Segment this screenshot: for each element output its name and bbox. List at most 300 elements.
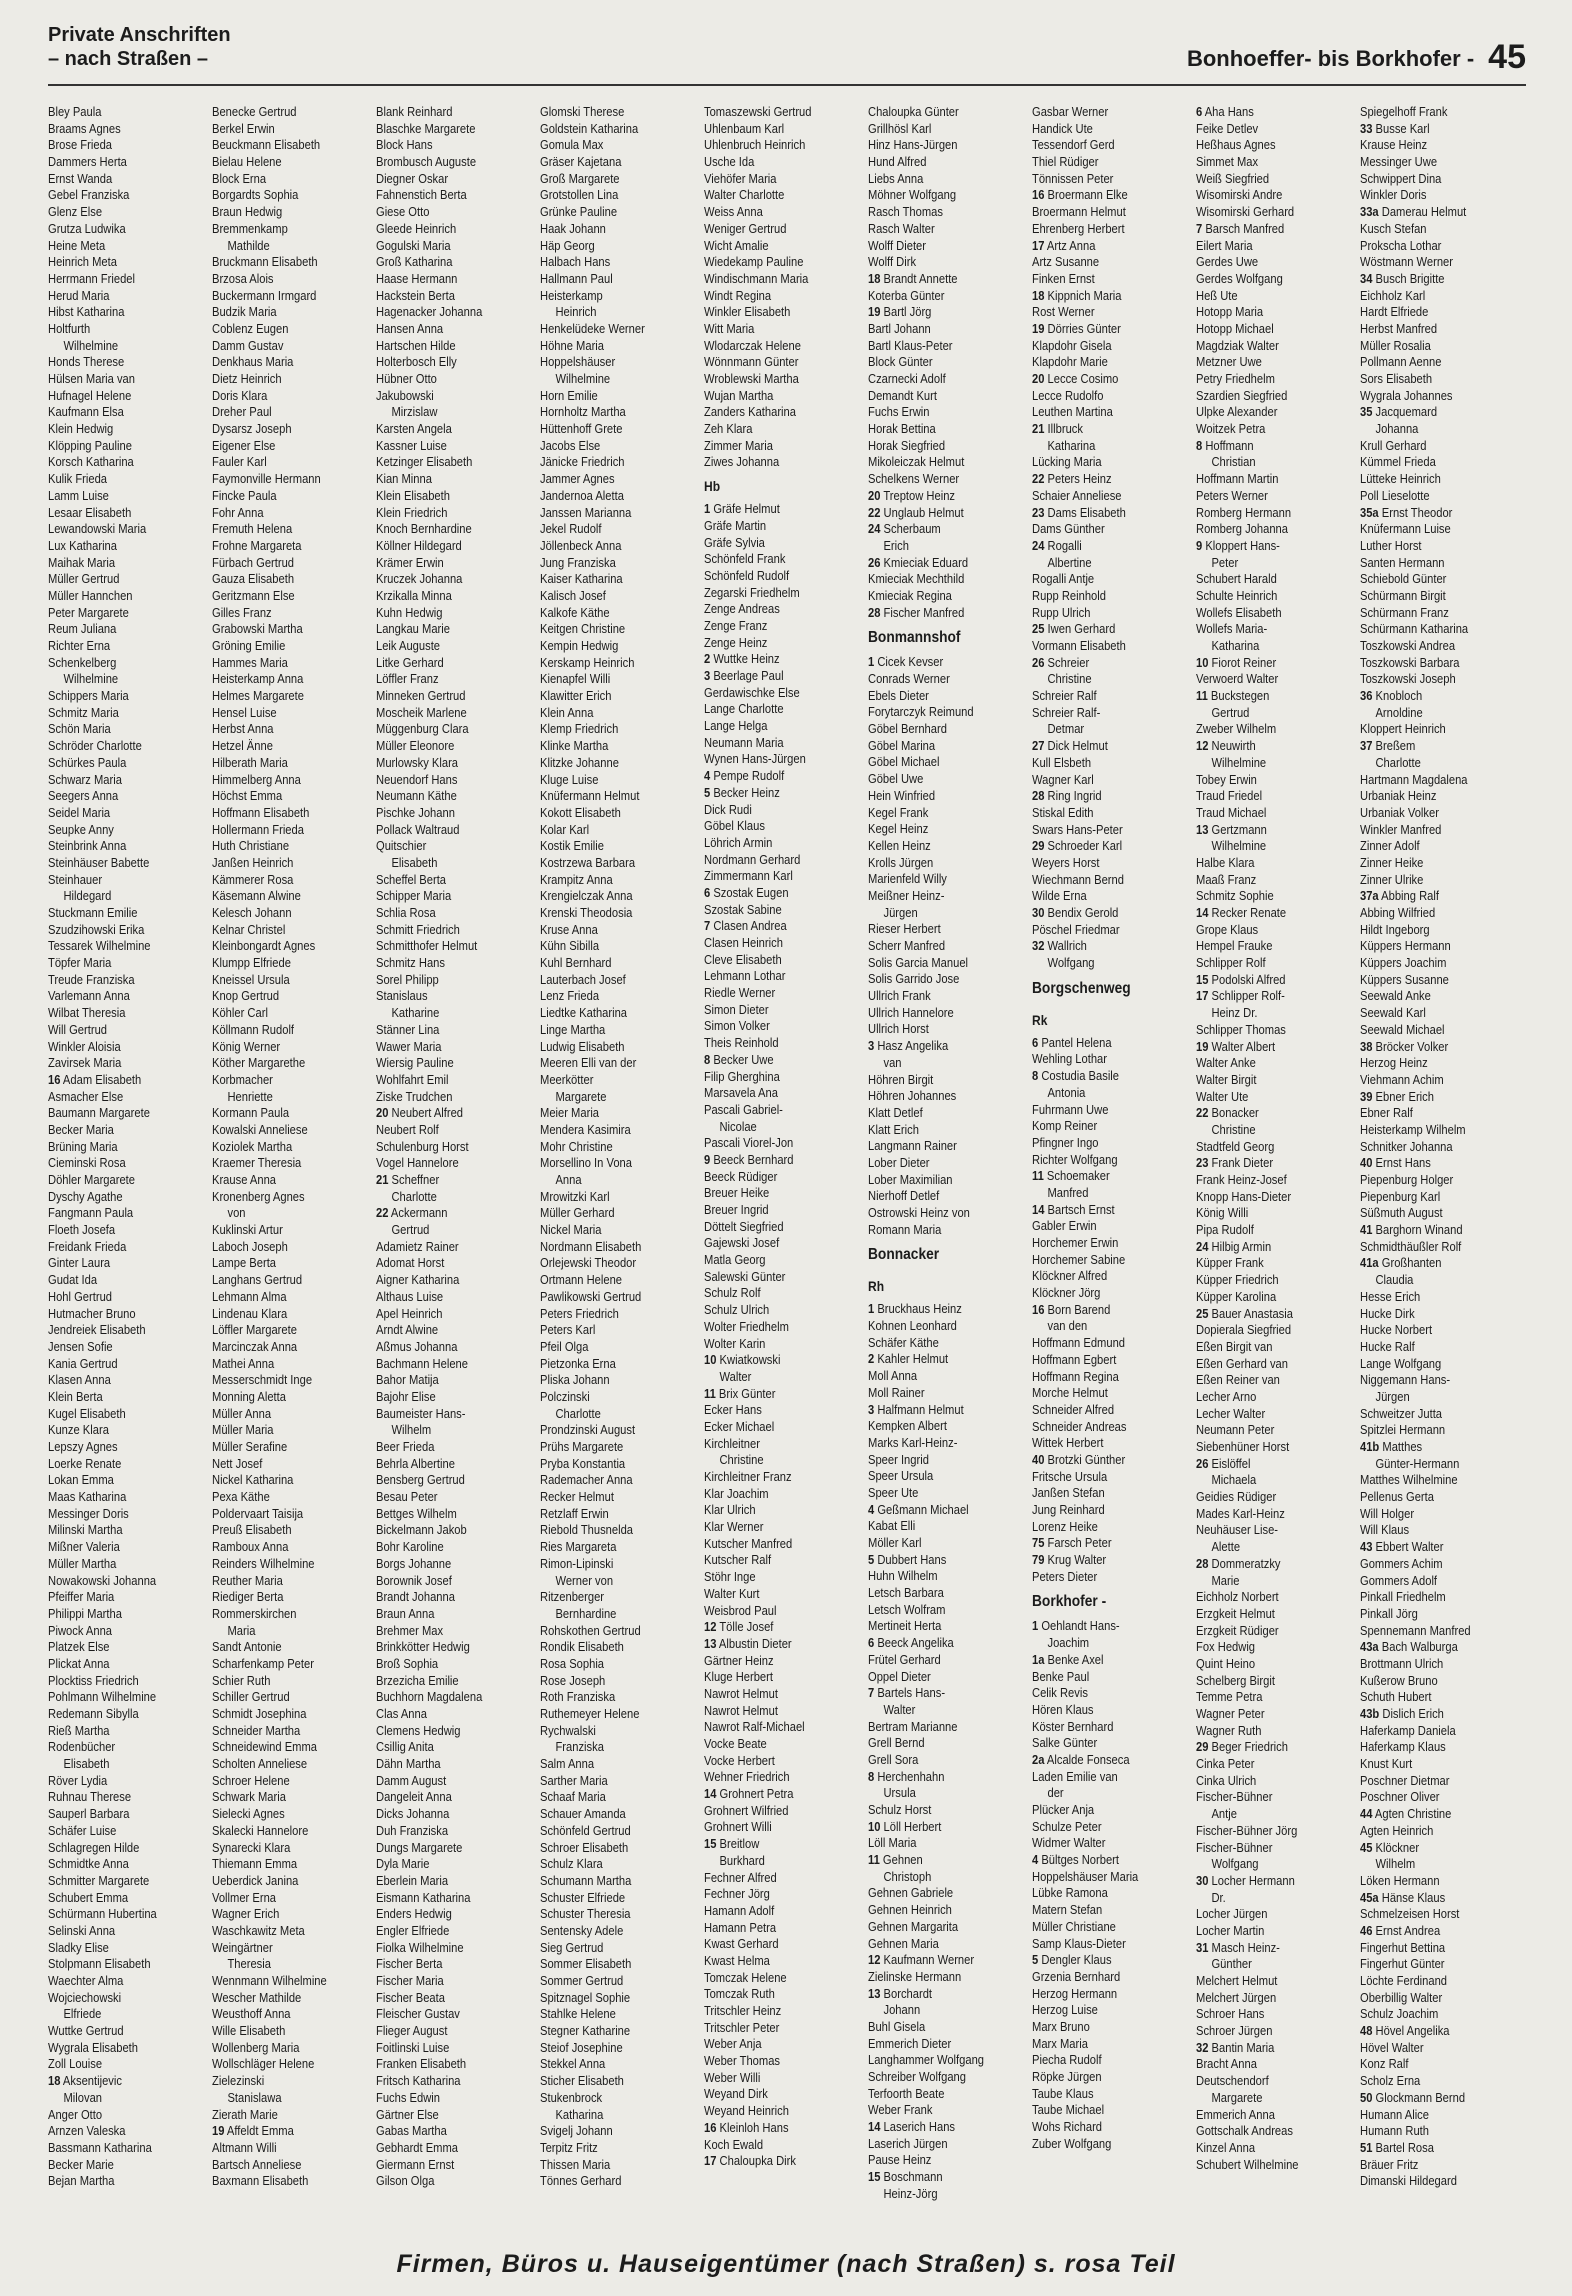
list-item: Szostak Sabine: [704, 901, 782, 917]
list-item: Pascali Viorel-Jon: [704, 1135, 794, 1151]
list-item: Zavirsek Maria: [48, 1055, 122, 1071]
list-item: Gogulski Maria: [376, 237, 451, 253]
list-item: Gertrud: [391, 1222, 430, 1238]
list-item: Klatt Detlef: [868, 1104, 923, 1120]
list-item: Riediger Berta: [212, 1589, 284, 1605]
house-number: 24: [1196, 1238, 1209, 1254]
list-item: Asmacher Else: [48, 1088, 124, 1104]
list-item: Fremuth Helena: [212, 521, 293, 537]
list-item: 29 Schroeder Karl: [1032, 838, 1123, 854]
list-item: Piepenburg Holger: [1360, 1172, 1454, 1187]
list-item: Reum Juliana: [48, 621, 117, 637]
list-item: Wolff Dieter: [868, 237, 926, 253]
list-item: Wolter Karin: [704, 1335, 766, 1351]
list-item: 3 Halfmann Helmut: [868, 1401, 964, 1417]
list-item: Messinger Uwe: [1360, 154, 1438, 170]
list-item: Wiersig Pauline: [376, 1055, 454, 1071]
list-item: Janßen Stefan: [1032, 1485, 1105, 1501]
list-item: Tobey Erwin: [1196, 771, 1257, 787]
list-item: Tritschler Peter: [704, 2019, 780, 2035]
house-number: 17: [1196, 988, 1209, 1004]
list-item: Schulze Peter: [1032, 1818, 1102, 1834]
list-item: Klein Anna: [540, 704, 594, 720]
list-item: 7 Barsch Manfred: [1196, 220, 1285, 236]
list-item: Lange Wolfgang: [1360, 1355, 1442, 1371]
list-item: Santen Hermann: [1360, 554, 1445, 570]
list-item: Herzog Heinz: [1360, 1055, 1428, 1071]
list-item: Grotstollen Lina: [540, 187, 619, 203]
header-category: Private Anschriften: [48, 24, 231, 46]
list-item: Gertrud: [1211, 704, 1250, 720]
list-item: Toszkowski Andrea: [1360, 638, 1456, 653]
list-item: 45 Klöckner: [1360, 1839, 1420, 1855]
list-item: Selinski Anna: [48, 1922, 116, 1938]
list-item: Quint Heino: [1196, 1655, 1256, 1671]
page-number: 45: [1488, 38, 1526, 76]
list-item: 24 Rogalli: [1032, 537, 1082, 553]
list-item: Sieg Gertrud: [540, 1939, 604, 1955]
list-item: Dreher Paul: [212, 404, 272, 420]
list-item: Hildegard: [63, 888, 112, 904]
list-item: Bley Paula: [48, 104, 102, 119]
list-item: Schaier Anneliese: [1032, 487, 1122, 503]
house-number: 8: [1196, 437, 1203, 453]
list-item: Weyand Heinrich: [704, 2103, 789, 2119]
list-item: Gebel Franziska: [48, 187, 130, 203]
list-item: Fischer-Bühner Jörg: [1196, 1822, 1298, 1838]
list-item: Antje: [1211, 1806, 1237, 1822]
list-item: 8 Costudia Basile: [1032, 1068, 1120, 1084]
list-item: Christine: [1211, 1121, 1256, 1137]
list-item: Gräser Kajetana: [540, 154, 622, 170]
list-item: Schulz Rolf: [704, 1285, 761, 1301]
list-item: Gehnen Maria: [868, 1935, 939, 1951]
list-item: Weber Willi: [704, 2069, 761, 2085]
list-item: Fuhrmann Uwe: [1032, 1101, 1109, 1117]
list-item: Katharina: [1047, 437, 1096, 453]
house-number: 15: [1196, 971, 1209, 987]
list-item: Wojciechowski: [48, 1989, 122, 2005]
list-item: Hoffmann Egbert: [1032, 1351, 1117, 1367]
list-item: 20 Treptow Heinz: [868, 487, 956, 503]
page-header: [48, 22, 1526, 86]
list-item: Göbel Marina: [868, 737, 936, 753]
list-item: Will Klaus: [1360, 1522, 1410, 1538]
list-item: Kunze Klara: [48, 1422, 109, 1438]
list-item: Glomski Therese: [540, 104, 625, 119]
list-item: 1 Bruckhaus Heinz: [868, 1301, 962, 1317]
list-item: Aßmus Johanna: [376, 1338, 458, 1354]
list-item: Schelkens Werner: [868, 471, 960, 487]
list-item: Hempel Frauke: [1196, 938, 1273, 954]
list-item: Lindenau Klara: [212, 1305, 288, 1321]
list-item: Baumeister Hans-: [376, 1405, 466, 1421]
list-item: Adamietz Rainer: [376, 1238, 459, 1254]
list-item: Haase Hermann: [376, 270, 458, 286]
list-item: Eßen Reiner van: [1196, 1372, 1280, 1388]
list-item: 17 Schlipper Rolf-: [1196, 988, 1285, 1004]
list-item: Forytarczyk Reimund: [868, 704, 974, 720]
house-number: 6: [1032, 1034, 1039, 1050]
house-number: 22: [376, 1205, 389, 1221]
list-item: Müller Gertrud: [48, 571, 120, 587]
list-item: Poldervaart Taisija: [212, 1505, 304, 1521]
list-item: Viehmann Achim: [1360, 1071, 1444, 1087]
list-item: Gräfe Martin: [704, 517, 767, 533]
list-item: Bachmann Helene: [376, 1355, 468, 1371]
list-item: Moll Rainer: [868, 1384, 925, 1400]
list-item: Bräuer Fritz: [1360, 2156, 1419, 2172]
list-item: Damm Gustav: [212, 337, 284, 353]
list-item: König Werner: [212, 1038, 281, 1054]
list-item: Klar Joachim: [704, 1485, 769, 1501]
list-item: Messinger Doris: [48, 1505, 129, 1521]
list-item: Clemens Hedwig: [376, 1722, 461, 1738]
house-number: 79: [1032, 1552, 1045, 1568]
directory-column-6: [868, 104, 1009, 2204]
list-item: Sticher Elisabeth: [540, 2073, 624, 2089]
list-item: Korsch Katharina: [48, 454, 134, 470]
list-item: Piecha Rudolf: [1032, 2052, 1102, 2068]
list-item: Wollefs Elisabeth: [1196, 604, 1282, 620]
list-item: 10 Kwiatkowski: [704, 1352, 781, 1368]
list-item: Krause Anna: [212, 1172, 277, 1187]
list-item: Elfriede: [63, 2006, 102, 2022]
list-item: Wuttke Gertrud: [48, 2023, 124, 2039]
house-number: 18: [868, 270, 881, 286]
house-number: 16: [48, 1071, 61, 1087]
list-item: Damm August: [376, 1772, 447, 1788]
list-item: Fauler Karl: [212, 454, 267, 470]
list-item: Fingerhut Günter: [1360, 1956, 1445, 1972]
list-item: Klapdohr Marie: [1032, 354, 1108, 370]
list-item: Walter: [883, 1701, 916, 1717]
list-item: Schulz Horst: [868, 1802, 932, 1817]
list-item: Walter: [719, 1368, 752, 1384]
list-item: Bohr Karoline: [376, 1539, 444, 1555]
list-item: Witt Maria: [704, 320, 755, 336]
list-item: 32 Bantin Maria: [1196, 2039, 1275, 2055]
list-item: 16 Adam Elisabeth: [48, 1071, 142, 1087]
list-item: Ziwes Johanna: [704, 454, 780, 470]
list-item: Brzezicha Emilie: [376, 1672, 459, 1688]
house-number: 9: [1196, 537, 1203, 553]
street-heading: Hb: [704, 478, 721, 495]
list-item: 1 Gräfe Helmut: [704, 501, 780, 517]
list-item: 41b Matthes: [1360, 1439, 1423, 1454]
list-item: Göbel Uwe: [868, 771, 924, 787]
list-item: Kruczek Johanna: [376, 571, 463, 587]
list-item: Schenkelberg: [48, 654, 117, 670]
list-item: Rupp Ulrich: [1032, 604, 1091, 620]
list-item: Wohs Richard: [1032, 2119, 1103, 2135]
street-range-title: Bonhoeffer- bis Borkhofer -: [1186, 46, 1475, 71]
list-item: Matern Stefan: [1032, 1902, 1103, 1918]
house-number: 31: [1196, 1939, 1209, 1955]
list-item: 28 Dommeratzky: [1196, 1555, 1281, 1571]
list-item: Zielezinski: [212, 2073, 265, 2089]
list-item: Seewald Karl: [1360, 1005, 1426, 1021]
list-item: Rimon-Lipinski: [540, 1555, 614, 1571]
list-item: Seidel Maria: [48, 804, 111, 820]
list-item: Laserich Jürgen: [868, 2135, 948, 2151]
house-number: 45: [1360, 1839, 1373, 1855]
list-item: Heisterkamp Wilhelm: [1360, 1121, 1466, 1137]
list-item: 6 Pantel Helena: [1032, 1034, 1112, 1050]
house-number: 23: [1196, 1155, 1209, 1171]
list-item: Ullrich Horst: [868, 1021, 929, 1037]
list-item: Vogel Hannelore: [376, 1155, 459, 1171]
house-number: 28: [1196, 1555, 1209, 1571]
list-item: Rondik Elisabeth: [540, 1639, 624, 1655]
list-item: Wilhelmine: [63, 671, 119, 687]
list-item: Töpfer Maria: [48, 955, 112, 971]
list-item: 36 Knobloch: [1360, 688, 1423, 704]
list-item: 7 Bartels Hans-: [868, 1685, 946, 1701]
list-item: Keitgen Christine: [540, 621, 626, 637]
list-item: von: [227, 1205, 246, 1221]
house-number: 10: [704, 1352, 717, 1368]
list-item: Löffler Margarete: [212, 1322, 297, 1338]
list-item: Laboch Joseph: [212, 1238, 288, 1254]
list-item: Fahnenstich Berta: [376, 187, 467, 203]
list-item: Jürgen: [1375, 1388, 1410, 1404]
list-item: van den: [1047, 1318, 1088, 1334]
list-item: Zenge Franz: [704, 617, 768, 633]
list-item: Lesaar Elisabeth: [48, 504, 132, 520]
list-item: Handick Ute: [1032, 120, 1093, 136]
list-item: Pellenus Gerta: [1360, 1489, 1434, 1505]
list-item: Vocke Beate: [704, 1736, 767, 1751]
list-item: Horak Bettina: [868, 421, 936, 437]
list-item: Klein Friedrich: [376, 504, 448, 520]
list-item: Mrowitzki Karl: [540, 1188, 610, 1204]
list-item: Gilson Olga: [376, 2173, 435, 2189]
list-item: Locher Jürgen: [1196, 1906, 1268, 1922]
list-item: Bartl Klaus-Peter: [868, 337, 953, 353]
list-item: Schlipper Rolf: [1196, 955, 1266, 971]
list-item: Klumpp Elfriede: [212, 955, 291, 971]
list-item: Müller Anna: [212, 1405, 272, 1421]
list-item: Floeth Josefa: [48, 1222, 116, 1238]
list-item: Gommers Achim: [1360, 1555, 1443, 1571]
house-number: 8: [704, 1051, 711, 1067]
list-item: Urbaniak Heinz: [1360, 788, 1437, 804]
list-item: Göbel Klaus: [704, 818, 765, 834]
list-item: Herzog Hermann: [1032, 1985, 1118, 2001]
house-number: 50: [1360, 2089, 1373, 2105]
list-item: Moll Anna: [868, 1368, 918, 1384]
list-item: Herbst Manfred: [1360, 320, 1438, 336]
list-item: Ruhnau Therese: [48, 1789, 132, 1805]
list-item: 37 Breßem: [1360, 738, 1416, 754]
list-item: Arnoldine: [1375, 704, 1423, 720]
list-item: Bejan Martha: [48, 2173, 115, 2189]
list-item: Geritzmann Else: [212, 587, 295, 603]
list-item: Hucke Norbert: [1360, 1322, 1433, 1338]
list-item: Prokscha Lothar: [1360, 237, 1442, 253]
list-item: 43 Ebbert Walter: [1360, 1539, 1444, 1555]
house-number: 19: [1032, 320, 1045, 336]
house-number: 17: [1032, 237, 1045, 253]
list-item: Neuhäuser Lise-: [1196, 1522, 1279, 1538]
list-item: Peters Werner: [1196, 487, 1268, 503]
list-item: 29 Beger Friedrich: [1196, 1739, 1288, 1755]
list-item: Fechner Alfred: [704, 1869, 777, 1885]
list-item: Platzek Else: [48, 1639, 110, 1655]
list-item: Hoppelshäuser: [540, 354, 616, 370]
list-item: Tessarek Wilhelmine: [48, 938, 151, 954]
list-item: Diegner Oskar: [376, 170, 449, 186]
list-item: Heinz-Jörg: [883, 2185, 938, 2201]
list-item: Buhl Gisela: [868, 2018, 926, 2034]
house-number: 13: [1196, 821, 1209, 837]
list-item: Celik Revis: [1032, 1685, 1088, 1701]
list-item: 4 Bültges Norbert: [1032, 1852, 1120, 1868]
list-item: Krolls Jürgen: [868, 854, 934, 870]
list-item: Schulenburg Horst: [376, 1138, 469, 1154]
list-item: Simon Dieter: [704, 1001, 769, 1017]
list-item: Gehnen Margarita: [868, 1918, 959, 1934]
list-item: Haak Johann: [540, 220, 606, 236]
list-item: Dimanski Hildegard: [1360, 2173, 1457, 2189]
list-item: Duh Franziska: [376, 1822, 449, 1838]
list-item: Plickat Anna: [48, 1655, 110, 1671]
list-item: Szardien Siegfried: [1196, 387, 1288, 403]
list-item: Siebenhüner Horst: [1196, 1439, 1290, 1454]
list-item: Hamann Adolf: [704, 1902, 775, 1918]
list-item: Heisterkamp: [540, 287, 603, 303]
list-item: Schipper Maria: [376, 888, 452, 904]
list-item: Hesse Erich: [1360, 1288, 1421, 1304]
list-item: Marx Maria: [1032, 2035, 1088, 2051]
list-item: Schröder Charlotte: [48, 738, 142, 754]
list-item: Klöckner Alfred: [1032, 1268, 1108, 1284]
list-item: Romberg Hermann: [1196, 504, 1292, 520]
list-item: Marks Karl-Heinz-: [868, 1434, 958, 1450]
list-item: Wujan Martha: [704, 387, 774, 403]
list-item: Grohnert Wilfried: [704, 1802, 789, 1818]
list-item: Eismann Katharina: [376, 1889, 471, 1905]
list-item: Swars Hans-Peter: [1032, 821, 1123, 837]
list-item: Käsemann Alwine: [212, 888, 301, 904]
list-item: Elisabeth: [391, 854, 438, 870]
list-item: 40 Ernst Hans: [1360, 1155, 1431, 1171]
house-number: 4: [868, 1501, 875, 1517]
list-item: Marsavela Ana: [704, 1085, 778, 1101]
list-item: Hotopp Maria: [1196, 304, 1264, 320]
list-item: Krämer Erwin: [376, 554, 444, 570]
list-item: Wiedekamp Pauline: [704, 254, 804, 270]
list-item: 18 Aksentijevic: [48, 2073, 122, 2089]
list-item: Rogalli Antje: [1032, 571, 1095, 587]
list-item: 22 Peters Heinz: [1032, 471, 1112, 487]
list-item: Freidank Frieda: [48, 1238, 127, 1254]
list-item: Riebold Thusnelda: [540, 1522, 634, 1538]
list-item: Pfingner Ingo: [1032, 1134, 1099, 1150]
list-item: 18 Brandt Annette: [868, 270, 958, 286]
list-item: 31 Masch Heinz-: [1196, 1939, 1280, 1955]
list-item: Krause Heinz: [1360, 137, 1428, 153]
list-item: Humann Alice: [1360, 2106, 1429, 2122]
list-item: Morsellino In Vona: [540, 1155, 632, 1171]
list-item: Stadtfeld Georg: [1196, 1138, 1275, 1154]
list-item: Heisterkamp Anna: [212, 671, 304, 687]
house-number: 8: [1032, 1068, 1039, 1084]
house-number: 7: [704, 918, 711, 934]
list-item: 26 Eislöffel: [1196, 1455, 1251, 1471]
list-item: Nierhoff Detlef: [868, 1188, 940, 1204]
list-item: Klemp Friedrich: [540, 721, 619, 737]
list-item: Zinner Adolf: [1360, 838, 1420, 854]
house-number: 15: [704, 1836, 717, 1852]
list-item: van: [883, 1054, 902, 1070]
list-item: Solis Garrido Jose: [868, 971, 960, 987]
list-item: Klein Hedwig: [48, 421, 114, 437]
list-item: Rupp Reinhold: [1032, 587, 1106, 603]
house-number: 39: [1360, 1088, 1373, 1104]
list-item: Weusthoff Anna: [212, 2006, 291, 2022]
list-item: Taube Michael: [1032, 2102, 1105, 2118]
list-item: Kienapfel Willi: [540, 671, 611, 687]
list-item: Wöstmann Werner: [1360, 254, 1454, 270]
list-item: Ries Margareta: [540, 1539, 617, 1555]
list-item: Goldstein Katharina: [540, 120, 639, 136]
list-item: Bensberg Gertrud: [376, 1472, 465, 1488]
list-item: Bracht Anna: [1196, 2056, 1257, 2072]
list-item: Weber Frank: [868, 2102, 933, 2118]
list-item: 13 Gertzmann: [1196, 821, 1267, 837]
house-number: 17: [704, 2153, 717, 2169]
list-item: Sarther Maria: [540, 1772, 608, 1788]
list-item: Peters Dieter: [1032, 1568, 1098, 1584]
list-item: Recker Helmut: [540, 1489, 614, 1505]
list-item: Pause Heinz: [868, 2152, 932, 2168]
list-item: Schlipper Thomas: [1196, 1021, 1286, 1037]
list-item: Schiebold Günter: [1360, 571, 1447, 587]
list-item: Romberg Johanna: [1196, 521, 1288, 537]
list-item: Schürkes Paula: [48, 754, 127, 770]
list-item: Schier Ruth: [212, 1672, 271, 1688]
list-item: Reuther Maria: [212, 1572, 283, 1588]
list-item: Althaus Luise: [376, 1288, 444, 1304]
list-item: Mohr Christine: [540, 1138, 613, 1154]
house-number: 28: [1032, 788, 1045, 804]
list-item: Schlia Rosa: [376, 905, 436, 920]
list-item: Gehnen Gabriele: [868, 1885, 954, 1901]
list-item: Gottschalk Andreas: [1196, 2123, 1293, 2139]
house-number: 24: [868, 521, 881, 537]
list-item: Romann Maria: [868, 1221, 942, 1237]
list-item: Ziske Trudchen: [376, 1088, 453, 1104]
list-item: Rasch Thomas: [868, 204, 943, 220]
list-item: Simon Volker: [704, 1018, 770, 1034]
list-item: Pohlmann Wilhelmine: [48, 1689, 157, 1705]
list-item: Bajohr Elise: [376, 1388, 436, 1404]
list-item: Ueberdick Janina: [212, 1872, 299, 1888]
list-item: Pfeiffer Maria: [48, 1589, 115, 1605]
list-item: Wlodarczak Helene: [704, 337, 801, 353]
list-item: Gauza Elisabeth: [212, 571, 295, 587]
list-item: Müller Serafine: [212, 1439, 288, 1454]
list-item: Mertineit Herta: [868, 1618, 942, 1634]
list-item: Grzenia Bernhard: [1032, 1968, 1121, 1984]
list-item: 6 Szostak Eugen: [704, 884, 789, 900]
list-item: Stanislawa: [227, 2089, 282, 2105]
list-item: Krull Gerhard: [1360, 437, 1427, 453]
list-item: Wolfgang: [1047, 955, 1095, 971]
list-item: Kutscher Ralf: [704, 1552, 772, 1568]
